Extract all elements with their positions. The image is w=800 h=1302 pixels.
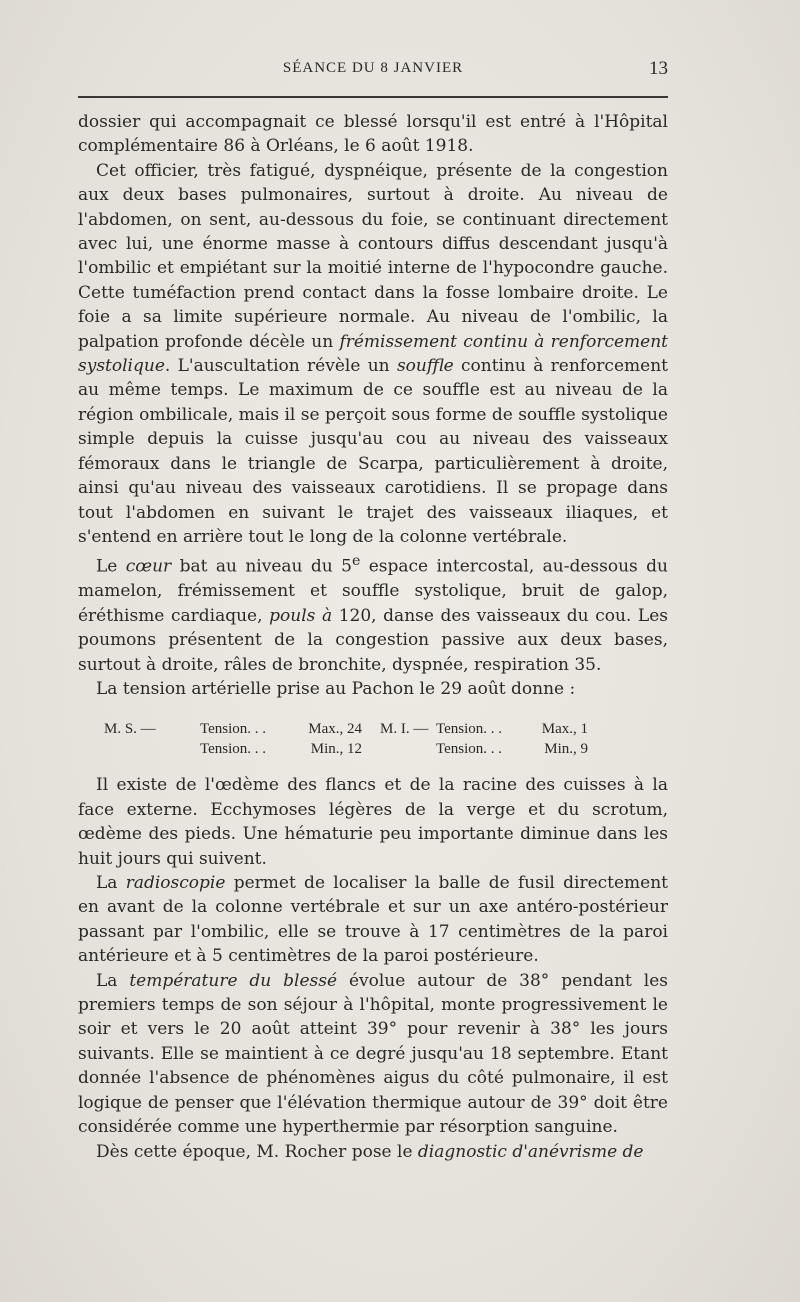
p8-text-a: Dès cette époque, M. Rocher pose le <box>96 1141 418 1162</box>
p3-text-a: Le <box>96 556 126 577</box>
page-number: 13 <box>649 58 668 79</box>
tension-label-ms: M. S. — <box>104 721 156 738</box>
p3-text-d: espace intercostal, au-dessous du mamelon, frémissement et souffle systolique, bruit de galop, éréthisme cardiaque, <box>78 556 668 626</box>
p6-italic-radioscopie: radioscopie <box>125 873 226 894</box>
paragraph-3 <box>78 549 668 677</box>
header-rule <box>78 96 668 98</box>
tension-label-mi: M. I. — <box>380 721 429 738</box>
paragraph-2 <box>78 159 668 550</box>
p2-text-e: continu à renforcement au même temps. Le maximum de ce souffle est au niveau de la région ombilicale, mais il se perçoit sous forme de souffle systolique simple depuis la cuisse jusqu'au cou au niveau des vaisseaux fémoraux dans le triangle de Scarpa, particulièrement à droite, ainsi qu'au niveau des vaisseaux carotidiens. Il se propage dans tout l'abdomen en suivant le trajet des vaisseaux iliaques, et s'entend en arrière tout le long de la colonne vertébrale. <box>78 356 668 547</box>
running-head: SÉANCE DU 8 JANVIER <box>282 60 464 76</box>
p7-italic-temperature: température du blessé <box>129 970 338 991</box>
tension-term: Tension. . . <box>436 741 503 758</box>
tension-row <box>78 719 668 739</box>
page-header <box>78 58 668 88</box>
tension-value: Max., 1 <box>541 721 588 738</box>
paragraph-8 <box>78 1140 668 1164</box>
p2-text-a: Cet officier, très fatigué, dyspnéique, présente de la congestion aux deux bases pulmonaires, surtout à droite. Au niveau de l'abdomen, on sent, au-dessous du foie, se continuant directement avec lui, une énorme masse à contours diffus descendant jusqu'à l'ombilic et empiétant sur la moitié interne de l'hypocondre gauche. Cette tuméfaction prend contact dans la fosse lombaire droite. Le foie a sa limite supérieure normale. Au niveau de l'ombilic, la palpation profonde décèle un <box>78 160 668 352</box>
tension-value: Max., 24 <box>308 721 362 738</box>
paragraph-7 <box>78 969 668 1140</box>
p8-italic-diagnostic: diagnostic d'anévrisme de <box>417 1141 644 1162</box>
p3-superscript: e <box>351 553 361 570</box>
paragraph-5: Il existe de l'œdème des flancs et de la racine des cuisses à la face externe. Ecchymoses légères de la verge et du scrotum, œdème des pieds. Une hématurie peu importante diminue dans les huit jours qui suivent. <box>78 775 668 869</box>
tension-term: Tension. . . <box>200 721 267 738</box>
tension-row <box>78 739 668 759</box>
p3-text-f: 120, danse des vaisseaux du cou. Les poumons présentent de la congestion passive aux deux bases, surtout à droite, râles de bronchite, dyspnée, respiration 35. <box>78 605 668 675</box>
tension-term: Tension. . . <box>436 721 503 738</box>
paragraph-6 <box>78 871 668 969</box>
paragraph-4: La tension artérielle prise au Pachon le 29 août donne : <box>96 679 576 699</box>
p2-text-c: . L'auscultation révèle un <box>164 356 397 377</box>
p2-italic-fremissement: frémissement continu à renforcement systolique <box>78 331 668 377</box>
tension-table <box>78 719 668 759</box>
tension-value: Min., 12 <box>310 741 362 758</box>
p2-italic-souffle: souffle <box>396 356 454 377</box>
tension-value: Min., 9 <box>544 741 588 758</box>
paragraph-1: dossier qui accompagnait ce blessé lorsqu'il est entré à l'Hôpital complémentaire 86 à Orléans, le 6 août 1918. <box>78 112 668 157</box>
p6-text-c: permet de localiser la balle de fusil directement en avant de la colonne vertébrale et sur un axe antéro-postérieur passant par l'ombilic, elle se trouve à 17 centimètres de la paroi antérieure et à 5 centimètres de la paroi postérieure. <box>78 873 669 967</box>
tension-term: Tension. . . <box>200 741 267 758</box>
p7-text-c: évolue autour de 38° pendant les premiers temps de son séjour à l'hôpital, monte progressivement le soir et vers le 20 août atteint 39° pour revenir à 38° les jours suivants. Elle se maintient à ce degré jusqu'au 18 septembre. Etant donnée l'absence de phénomènes aigus du côté pulmonaire, il est logique de penser que l'élévation thermique autour de 39° doit être considérée comme une hyperthermie par résorption sanguine. <box>78 970 669 1138</box>
p6-text-a: La <box>96 873 126 894</box>
p3-italic-pouls: pouls à <box>269 605 333 626</box>
p3-text-c: bat au niveau du 5 <box>171 556 352 577</box>
p3-italic-coeur: cœur <box>125 556 172 577</box>
p7-text-a: La <box>96 970 130 991</box>
body-text <box>78 110 668 1164</box>
